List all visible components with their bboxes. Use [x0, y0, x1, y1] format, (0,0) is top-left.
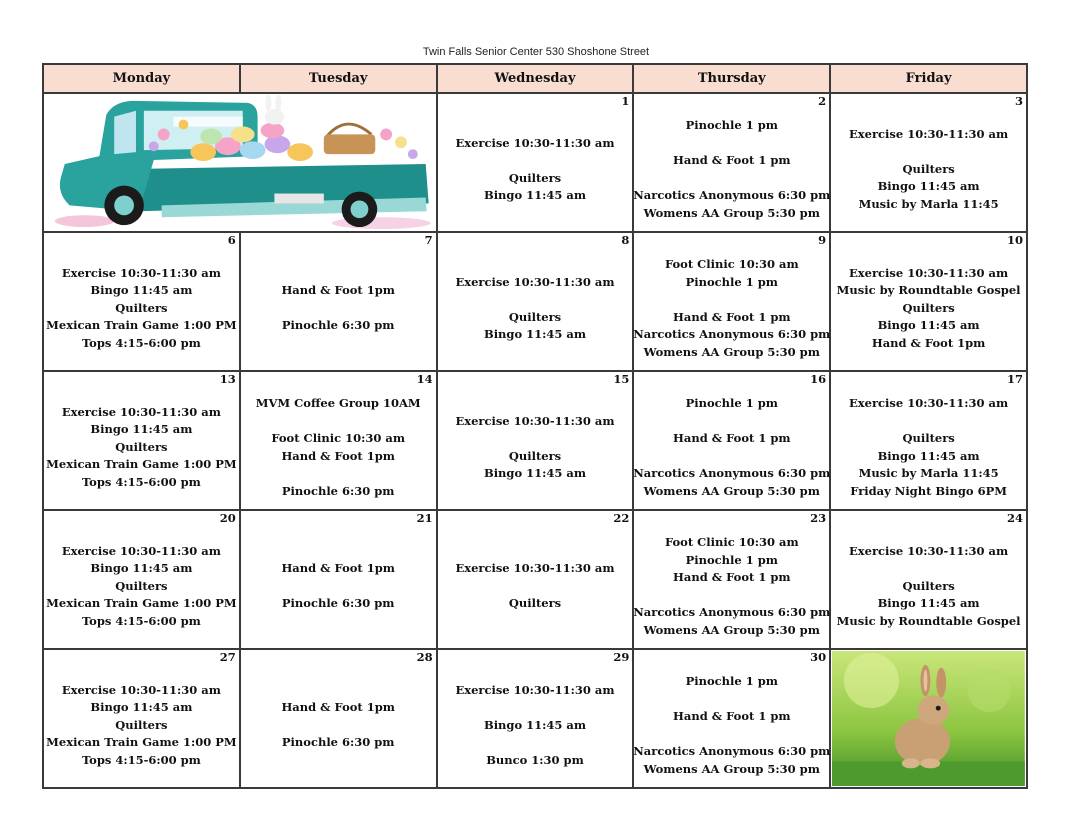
event-item: Exercise 10:30-11:30 am	[61, 682, 221, 697]
day-cell	[43, 371, 240, 510]
event-item: Exercise 10:30-11:30 am	[455, 682, 615, 697]
event-item: Music by Roundtable Gospel	[836, 283, 1021, 298]
event-item: Foot Clinic 10:30 am	[664, 257, 799, 271]
day-cell	[633, 510, 830, 649]
day-number: 14	[416, 372, 433, 386]
event-item: MVM Coffee Group 10AM	[255, 396, 421, 410]
day-number: 3	[1014, 94, 1023, 108]
event-item: Mexican Train Game 1:00 PM	[46, 457, 237, 472]
event-item: Narcotics Anonymous 6:30 pm	[633, 327, 831, 341]
day-cell	[633, 93, 830, 232]
event-item: Hand & Foot 1 pm	[673, 153, 791, 167]
event-item: Womens AA Group 5:30 pm	[643, 344, 820, 359]
event-item: Bingo 11:45 am	[483, 466, 587, 480]
weekday-header: Friday	[830, 64, 1027, 93]
day-cell	[437, 371, 634, 510]
day-cell	[830, 93, 1027, 232]
event-item: Pinochle 1 pm	[685, 274, 778, 289]
event-item: Narcotics Anonymous 6:30 pm	[633, 744, 831, 758]
event-item: Quilters	[115, 717, 168, 732]
day-number: 8	[621, 233, 630, 247]
image-cell	[830, 649, 1027, 788]
event-item: Hand & Foot 1 pm	[673, 570, 791, 584]
event-item: Quilters	[508, 170, 562, 185]
event-list	[438, 527, 633, 646]
day-cell	[437, 93, 634, 232]
day-cell	[633, 649, 830, 788]
event-item: Hand & Foot 1pm	[871, 335, 986, 350]
event-list	[241, 388, 436, 507]
event-item: Music by Roundtable Gospel	[836, 613, 1021, 628]
event-item: Music by Marla 11:45	[858, 466, 999, 480]
bunny-photo	[832, 651, 1025, 786]
event-item: Mexican Train Game 1:00 PM	[46, 735, 237, 750]
event-list	[438, 388, 633, 507]
event-item: Quilters	[508, 596, 562, 611]
event-item: Exercise 10:30-11:30 am	[849, 543, 1009, 558]
event-item: Bunco 1:30 pm	[486, 752, 584, 767]
event-item: Exercise 10:30-11:30 am	[61, 404, 221, 419]
event-item: Pinochle 6:30 pm	[281, 483, 395, 498]
event-list	[438, 666, 633, 785]
day-number: 27	[219, 650, 236, 664]
event-item: Pinochle 1 pm	[685, 552, 778, 567]
event-item: Pinochle 1 pm	[685, 674, 778, 688]
event-list	[438, 110, 633, 229]
event-list	[241, 249, 436, 368]
event-item: Hand & Foot 1 pm	[673, 709, 791, 723]
event-item: Narcotics Anonymous 6:30 pm	[633, 188, 831, 202]
weekday-header: Thursday	[633, 64, 830, 93]
event-item: Bingo 11:45 am	[877, 318, 980, 333]
event-item: Bingo 11:45 am	[877, 448, 980, 463]
event-list	[831, 110, 1026, 229]
event-item: Tops 4:15-6:00 pm	[81, 474, 201, 489]
easter-truck-image	[45, 95, 435, 230]
event-item: Bingo 11:45 am	[90, 422, 193, 437]
day-cell	[43, 232, 240, 371]
day-cell	[830, 510, 1027, 649]
event-item: Mexican Train Game 1:00 PM	[46, 318, 237, 333]
event-item: Exercise 10:30-11:30 am	[455, 274, 615, 289]
day-cell	[240, 649, 437, 788]
event-list	[831, 249, 1026, 368]
event-list	[241, 666, 436, 785]
event-item: Womens AA Group 5:30 pm	[643, 622, 820, 637]
event-list	[634, 388, 829, 507]
event-item: Bingo 11:45 am	[90, 561, 193, 576]
day-number: 15	[613, 372, 630, 386]
event-item: Bingo 11:45 am	[877, 179, 980, 194]
event-item: Quilters	[508, 309, 562, 324]
event-item: Narcotics Anonymous 6:30 pm	[633, 605, 831, 619]
day-number: 29	[613, 650, 630, 664]
event-item: Womens AA Group 5:30 pm	[643, 483, 820, 498]
event-item: Womens AA Group 5:30 pm	[643, 205, 820, 220]
event-item: Hand & Foot 1 pm	[673, 309, 791, 324]
event-list	[634, 527, 829, 646]
event-list	[44, 388, 239, 507]
week-row	[43, 371, 1027, 510]
event-item: Exercise 10:30-11:30 am	[455, 561, 615, 576]
event-item: Quilters	[508, 448, 562, 463]
event-item: Hand & Foot 1 pm	[673, 431, 791, 445]
day-number: 30	[810, 650, 827, 664]
event-list	[831, 388, 1026, 507]
event-item: Bingo 11:45 am	[90, 283, 193, 298]
day-cell	[830, 232, 1027, 371]
event-item: Bingo 11:45 am	[877, 596, 980, 611]
event-item: Exercise 10:30-11:30 am	[849, 126, 1009, 141]
calendar-title: Twin Falls Senior Center 530 Shoshone Street	[422, 46, 650, 58]
day-number: 21	[416, 511, 433, 525]
day-number: 20	[219, 511, 236, 525]
weekday-header-row	[43, 64, 1027, 93]
event-item: Friday Night Bingo 6PM	[850, 483, 1007, 498]
week-row	[43, 93, 1027, 232]
day-cell	[437, 232, 634, 371]
event-item: Quilters	[115, 439, 168, 454]
day-number: 9	[818, 233, 827, 247]
day-cell	[437, 649, 634, 788]
day-number: 2	[818, 94, 827, 108]
day-cell	[633, 232, 830, 371]
event-item: Hand & Foot 1pm	[281, 448, 395, 463]
day-number: 24	[1006, 511, 1023, 525]
event-item: Hand & Foot 1pm	[281, 561, 395, 576]
day-number: 22	[613, 511, 630, 525]
day-cell	[240, 371, 437, 510]
event-item: Tops 4:15-6:00 pm	[81, 613, 201, 628]
day-cell	[240, 510, 437, 649]
day-number: 28	[416, 650, 433, 664]
event-item: Bingo 11:45 am	[483, 188, 587, 202]
event-item: Exercise 10:30-11:30 am	[61, 543, 221, 558]
event-item: Exercise 10:30-11:30 am	[61, 265, 221, 280]
event-item: Bingo 11:45 am	[483, 717, 587, 732]
event-list	[438, 249, 633, 368]
event-item: Pinochle 6:30 pm	[281, 596, 395, 611]
day-number: 6	[227, 233, 236, 247]
day-number: 13	[219, 372, 236, 386]
day-number: 23	[810, 511, 827, 525]
event-item: Womens AA Group 5:30 pm	[643, 761, 820, 776]
event-item: Quilters	[902, 578, 955, 593]
event-list	[241, 527, 436, 646]
event-item: Pinochle 6:30 pm	[281, 735, 395, 750]
day-cell	[437, 510, 634, 649]
event-list	[44, 249, 239, 368]
event-item: Quilters	[115, 300, 168, 315]
event-item: Exercise 10:30-11:30 am	[849, 396, 1009, 410]
event-item: Tops 4:15-6:00 pm	[81, 752, 201, 767]
event-list	[634, 110, 829, 229]
event-list	[634, 249, 829, 368]
event-item: Hand & Foot 1pm	[281, 283, 395, 298]
event-item: Mexican Train Game 1:00 PM	[46, 596, 237, 611]
week-row	[43, 232, 1027, 371]
event-list	[44, 527, 239, 646]
event-item: Quilters	[902, 300, 955, 315]
event-list	[831, 527, 1026, 646]
event-item: Quilters	[902, 161, 955, 176]
day-number: 17	[1006, 372, 1023, 386]
event-list	[44, 666, 239, 785]
event-item: Pinochle 1 pm	[685, 118, 778, 132]
weekday-header: Wednesday	[437, 64, 634, 93]
event-item: Bingo 11:45 am	[483, 327, 587, 341]
calendar-grid	[42, 63, 1028, 789]
day-cell	[240, 232, 437, 371]
weekday-header: Monday	[43, 64, 240, 93]
event-list	[634, 666, 829, 785]
event-item: Quilters	[902, 431, 955, 445]
event-item: Exercise 10:30-11:30 am	[455, 135, 615, 150]
day-cell	[43, 510, 240, 649]
day-number: 1	[621, 94, 630, 108]
weekday-header: Tuesday	[240, 64, 437, 93]
event-item: Exercise 10:30-11:30 am	[455, 413, 615, 428]
week-row	[43, 510, 1027, 649]
event-item: Music by Marla 11:45	[858, 196, 999, 211]
event-item: Quilters	[115, 578, 168, 593]
event-item: Exercise 10:30-11:30 am	[849, 265, 1009, 280]
event-item: Tops 4:15-6:00 pm	[81, 335, 201, 350]
day-cell	[633, 371, 830, 510]
day-cell	[43, 649, 240, 788]
image-cell	[43, 93, 437, 232]
day-number: 7	[424, 233, 433, 247]
event-item: Foot Clinic 10:30 am	[664, 535, 799, 549]
event-item: Narcotics Anonymous 6:30 pm	[633, 466, 831, 480]
event-item: Bingo 11:45 am	[90, 700, 193, 715]
day-cell	[830, 371, 1027, 510]
event-item: Foot Clinic 10:30 am	[271, 431, 406, 445]
event-item: Pinochle 1 pm	[685, 396, 778, 410]
event-item: Pinochle 6:30 pm	[281, 318, 395, 333]
day-number: 10	[1006, 233, 1023, 247]
event-item: Hand & Foot 1pm	[281, 700, 395, 715]
day-number: 16	[810, 372, 827, 386]
week-row	[43, 649, 1027, 788]
